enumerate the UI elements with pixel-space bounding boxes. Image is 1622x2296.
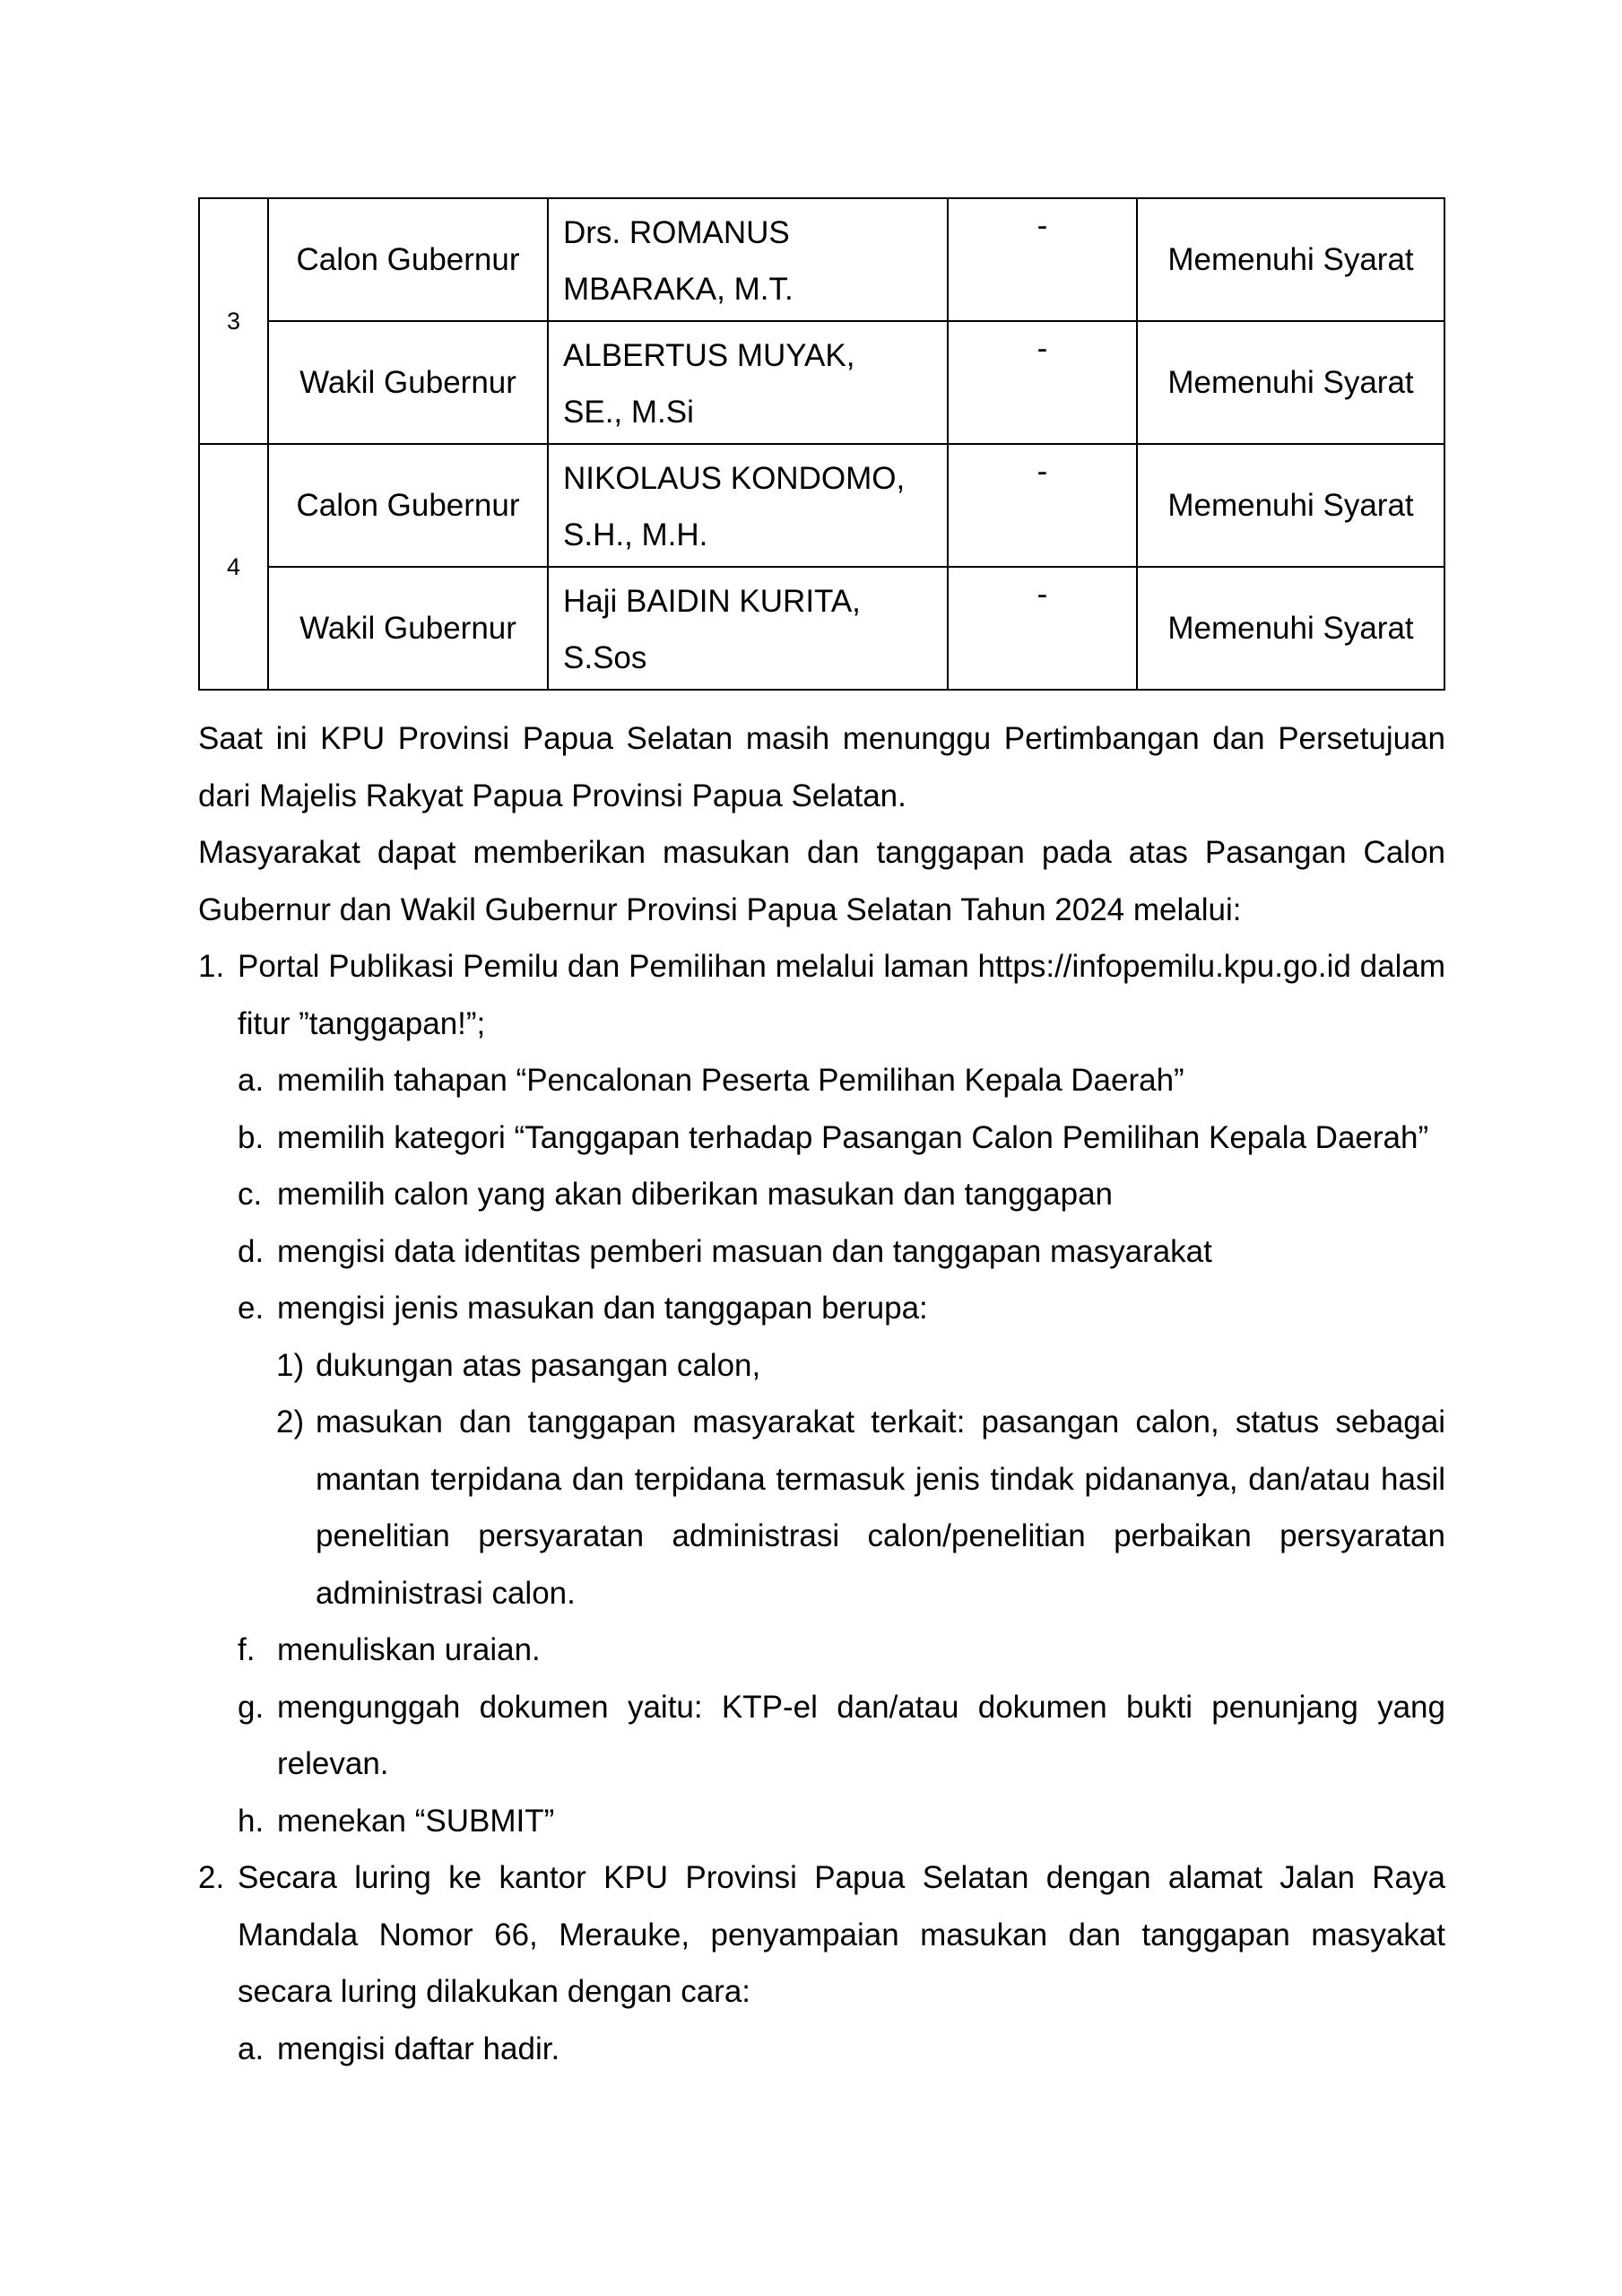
status-cell: Memenuhi Syarat xyxy=(1137,444,1444,567)
list-marker: a. xyxy=(238,1063,265,1098)
name-cell xyxy=(548,321,948,444)
name-cell xyxy=(548,567,948,690)
name-line: SE., M.Si xyxy=(563,395,694,430)
list-item-text: mengisi data identitas pemberi masuan dan tanggapan masyarakat xyxy=(277,1233,1212,1269)
name-cell xyxy=(548,444,948,567)
paragraph: Saat ini KPU Provinsi Papua Selatan masih menunggu Pertimbangan dan Persetujuan dari Majelis Rakyat Papua Provinsi Papua Selatan. xyxy=(198,721,1445,813)
table-row xyxy=(199,444,1444,567)
name-line: ALBERTUS MUYAK, xyxy=(563,338,855,373)
note-cell: - xyxy=(948,567,1137,690)
list-item-text: memilih tahapan “Pencalonan Peserta Pemilihan Kepala Daerah” xyxy=(277,1063,1184,1098)
list-item-text: menuliskan uraian. xyxy=(277,1632,541,1667)
note-cell: - xyxy=(948,198,1137,321)
list-item-text: mengisi jenis masukan dan tanggapan berupa: xyxy=(277,1291,928,1326)
name-line: Haji BAIDIN KURITA, xyxy=(563,584,861,619)
list-marker: f. xyxy=(238,1632,256,1667)
table-row xyxy=(199,567,1444,690)
list-item xyxy=(198,1223,1445,1281)
name-line: S.H., M.H. xyxy=(563,517,708,552)
table-row xyxy=(199,198,1444,321)
position-cell: Wakil Gubernur xyxy=(268,321,548,444)
list-marker: 2) xyxy=(276,1405,305,1439)
list-marker: 1. xyxy=(198,949,225,984)
candidate-number: 3 xyxy=(199,198,268,444)
list-marker: a. xyxy=(238,2031,265,2066)
list-item-text: menekan “SUBMIT” xyxy=(277,1803,555,1839)
status-cell: Memenuhi Syarat xyxy=(1137,321,1444,444)
candidate-table xyxy=(198,197,1445,691)
name-line: Drs. ROMANUS xyxy=(563,215,790,250)
list-item-text: Portal Publikasi Pemilu dan Pemilihan melalui laman https://infopemilu.kpu.go.id dalam fitur ”tanggapan!”; xyxy=(238,949,1445,1041)
note-cell: - xyxy=(948,444,1137,567)
paragraph: Masyarakat dapat memberikan masukan dan tanggapan pada atas Pasangan Calon Gubernur dan Wakil Gubernur Provinsi Papua Selatan Tahun 2024 melalui: xyxy=(198,835,1445,927)
list-item-text: mengunggah dokumen yaitu: KTP-el dan/atau dokumen bukti penunjang yang relevan. xyxy=(277,1689,1445,1781)
list-item-text: masukan dan tanggapan masyarakat terkait: pasangan calon, status sebagai mantan terpidana dan terpidana termasuk jenis tindak pidananya, dan/atau hasil penelitian persyaratan administrasi calon/penelitian perbaikan persyaratan administrasi calon. xyxy=(316,1405,1445,1611)
candidate-number: 4 xyxy=(199,444,268,690)
list-item xyxy=(198,2021,1445,2078)
list-item xyxy=(198,938,1445,1052)
list-marker: 1) xyxy=(276,1347,305,1383)
list-item xyxy=(198,1793,1445,1850)
list-item xyxy=(198,1109,1445,1167)
list-marker: b. xyxy=(238,1119,265,1155)
list-item-text: memilih kategori “Tanggapan terhadap Pasangan Calon Pemilihan Kepala Daerah” xyxy=(277,1119,1429,1155)
name-line: MBARAKA, M.T. xyxy=(563,272,794,307)
position-cell: Calon Gubernur xyxy=(268,444,548,567)
list-marker: c. xyxy=(238,1177,263,1212)
list-marker: h. xyxy=(238,1803,265,1839)
list-item xyxy=(198,1166,1445,1223)
list-item xyxy=(198,1280,1445,1337)
list-marker: d. xyxy=(238,1233,265,1269)
list-item xyxy=(198,1052,1445,1109)
table-row xyxy=(199,321,1444,444)
body-text xyxy=(198,710,1445,2077)
status-cell: Memenuhi Syarat xyxy=(1137,567,1444,690)
list-item xyxy=(198,1337,1445,1395)
list-item-text: Secara luring ke kantor KPU Provinsi Papua Selatan dengan alamat Jalan Raya Mandala Nomor 66, Merauke, penyampaian masukan dan tanggapan masyakat secara luring dilakukan dengan cara: xyxy=(238,1860,1445,2009)
list-item xyxy=(198,1679,1445,1793)
list-marker: g. xyxy=(238,1689,265,1725)
position-cell: Calon Gubernur xyxy=(268,198,548,321)
list-item xyxy=(198,1849,1445,2021)
name-line: S.Sos xyxy=(563,640,647,675)
list-item-text: memilih calon yang akan diberikan masukan dan tanggapan xyxy=(277,1177,1113,1212)
list-item xyxy=(198,1394,1445,1622)
list-item-text: dukungan atas pasangan calon, xyxy=(316,1347,761,1383)
note-cell: - xyxy=(948,321,1137,444)
list-item xyxy=(198,1622,1445,1679)
position-cell: Wakil Gubernur xyxy=(268,567,548,690)
list-marker: e. xyxy=(238,1291,265,1326)
list-item-text: mengisi daftar hadir. xyxy=(277,2031,560,2066)
status-cell: Memenuhi Syarat xyxy=(1137,198,1444,321)
name-cell xyxy=(548,198,948,321)
list-marker: 2. xyxy=(198,1860,225,1895)
name-line: NIKOLAUS KONDOMO, xyxy=(563,461,906,496)
